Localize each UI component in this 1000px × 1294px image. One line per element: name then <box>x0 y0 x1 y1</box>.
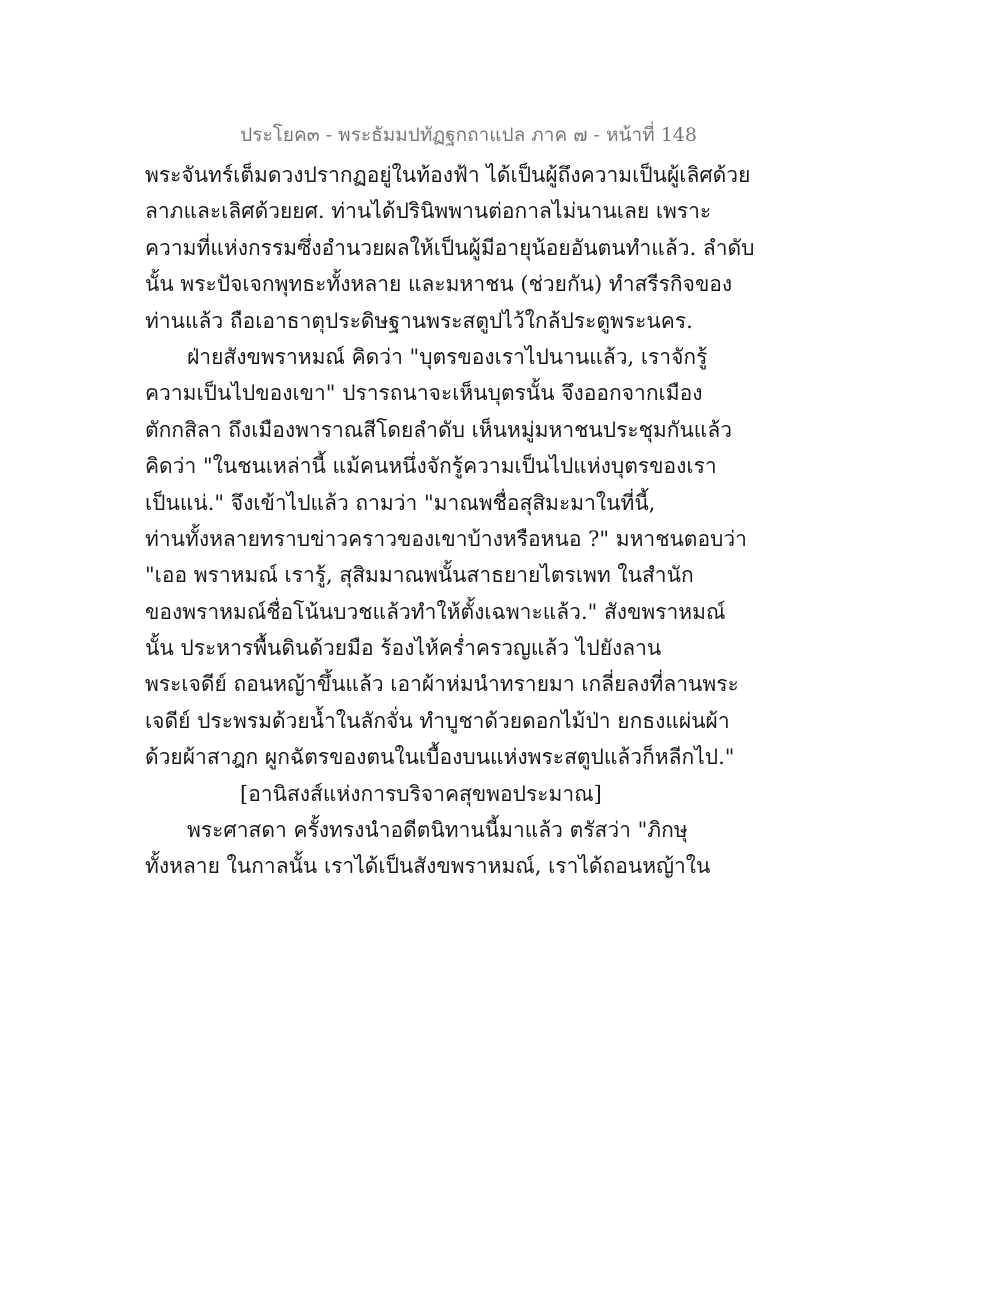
text-line: นั้น พระปัจเจกพุทธะทั้งหลาย และมหาชน (ช่วยกัน) ทำสรีรกิจของ <box>145 272 733 297</box>
text-line: เจดีย์ ประพรมด้วยน้ำในลักจั่น ทำบูชาด้วยดอกไม้ป่า ยกธงแผ่นผ้า <box>145 708 730 733</box>
text-line: ความเป็นไปของเขา" ปรารถนาจะเห็นบุตรนั้น จึงออกจากเมือง <box>145 381 703 406</box>
text-line: นั้น ประหารพื้นดินด้วยมือ ร้องไห้คร่ำครวญแล้ว ไปยังลาน <box>145 636 662 661</box>
text-line: ลาภและเลิศด้วยยศ. ท่านได้ปรินิพพานต่อกาลไม่นานเลย เพราะ <box>145 199 712 224</box>
text-line: พระจันทร์เต็มดวงปรากฏอยู่ในท้องฟ้า ได้เป็นผู้ถึงความเป็นผู้เลิศด้วย <box>145 163 751 187</box>
section-heading: [อานิสงส์แห่งการบริจาคสุขพอประมาณ] <box>240 781 602 806</box>
text-line: ตักกสิลา ถึงเมืองพาราณสีโดยลำดับ เห็นหมู่มหาชนประชุมกันแล้ว <box>145 417 733 442</box>
text-line: ทั้งหลาย ในกาลนั้น เราได้เป็นสังขพราหมณ์, เราได้ถอนหญ้าใน <box>145 854 711 879</box>
text-line: ท่านทั้งหลายทราบข่าวคราวของเขาบ้างหรือหนอ ?" มหาชนตอบว่า <box>145 526 747 551</box>
text-line: "เออ พราหมณ์ เรารู้, สุสิมมาณพนั้นสาธยายไตรเพท ในสำนัก <box>145 563 694 588</box>
body-text <box>145 157 755 885</box>
text-line: ด้วยผ้าสาฎก ผูกฉัตรของตนในเบื้องบนแห่งพระสตูปแล้วก็หลีกไป." <box>145 745 735 770</box>
text-line: คิดว่า "ในชนเหล่านี้ แม้คนหนึ่งจักรู้ความเป็นไปแห่งบุตรของเรา <box>145 454 717 479</box>
text-line: เป็นแน่." จึงเข้าไปแล้ว ถามว่า "มาณพชื่อสุสิมะมาในที่นี้, <box>145 490 656 515</box>
paragraph-start-line: ฝ่ายสังขพราหมณ์ คิดว่า "บุตรของเราไปนานแล้ว, เราจักรู้ <box>187 344 708 369</box>
text-line: ของพราหมณ์ชื่อโน้นบวชแล้วทำให้ตั้งเฉพาะแล้ว." สังขพราหมณ์ <box>145 599 726 624</box>
text-line: พระเจดีย์ ถอนหญ้าขึ้นแล้ว เอาผ้าห่มนำทรายมา เกลี่ยลงที่ลานพระ <box>145 672 739 697</box>
text-line: ความที่แห่งกรรมซึ่งอำนวยผลให้เป็นผู้มีอายุน้อยอันตนทำแล้ว. ลำดับ <box>145 235 755 260</box>
paragraph-start-line: พระศาสดา ครั้งทรงนำอดีตนิทานนี้มาแล้ว ตรัสว่า "ภิกษุ <box>187 818 688 843</box>
text-line: ท่านแล้ว ถือเอาธาตุประดิษฐานพระสตูปไว้ใกล้ประตูพระนคร. <box>145 308 693 333</box>
running-header: ประโยค๓ - พระธัมมปทัฏฐกถาแปล ภาค ๗ - หน้าที่ 148 <box>240 124 697 146</box>
